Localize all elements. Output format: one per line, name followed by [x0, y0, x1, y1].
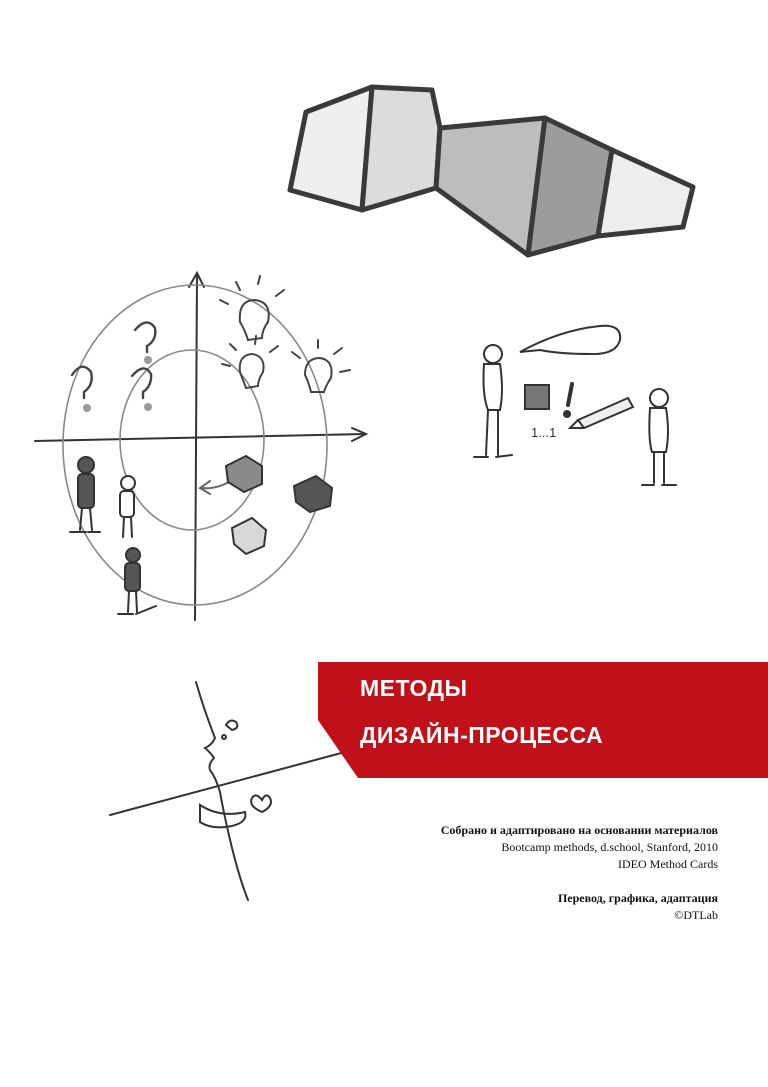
credits-block	[298, 822, 718, 924]
person-icon	[118, 548, 156, 614]
credits-source-1: Bootcamp methods, d.school, Stanford, 2010	[501, 840, 718, 854]
cube-icon	[525, 385, 549, 409]
title-line-2: ДИЗАЙН-ПРОЦЕССА	[360, 722, 604, 748]
horizontal-axis	[35, 434, 365, 441]
person-icon	[120, 476, 135, 537]
person-icon	[70, 457, 100, 532]
ideation-diagram	[35, 273, 366, 620]
credits-translation: Перевод, графика, адаптация	[557, 891, 718, 905]
speech-bubble-icon	[520, 326, 620, 354]
title-line-1: МЕТОДЫ	[360, 675, 468, 701]
process-shape-icon	[290, 87, 693, 255]
heart-icon	[251, 795, 271, 812]
vertical-axis	[195, 275, 197, 620]
counter-label: 1...1	[531, 425, 557, 440]
person-icon	[474, 345, 512, 457]
credits-compiled: Собрано и адаптировано на основании материалов	[440, 823, 718, 837]
lightbulb-icon	[220, 276, 350, 392]
person-icon	[642, 389, 676, 485]
question-mark-icon	[72, 322, 155, 398]
exclamation-icon	[568, 384, 572, 405]
credits-copyright: ©DTLab	[674, 908, 718, 922]
credits-source-2: IDEO Method Cards	[618, 857, 718, 871]
pencil-icon	[578, 398, 633, 428]
conversation-sketch	[474, 326, 676, 485]
